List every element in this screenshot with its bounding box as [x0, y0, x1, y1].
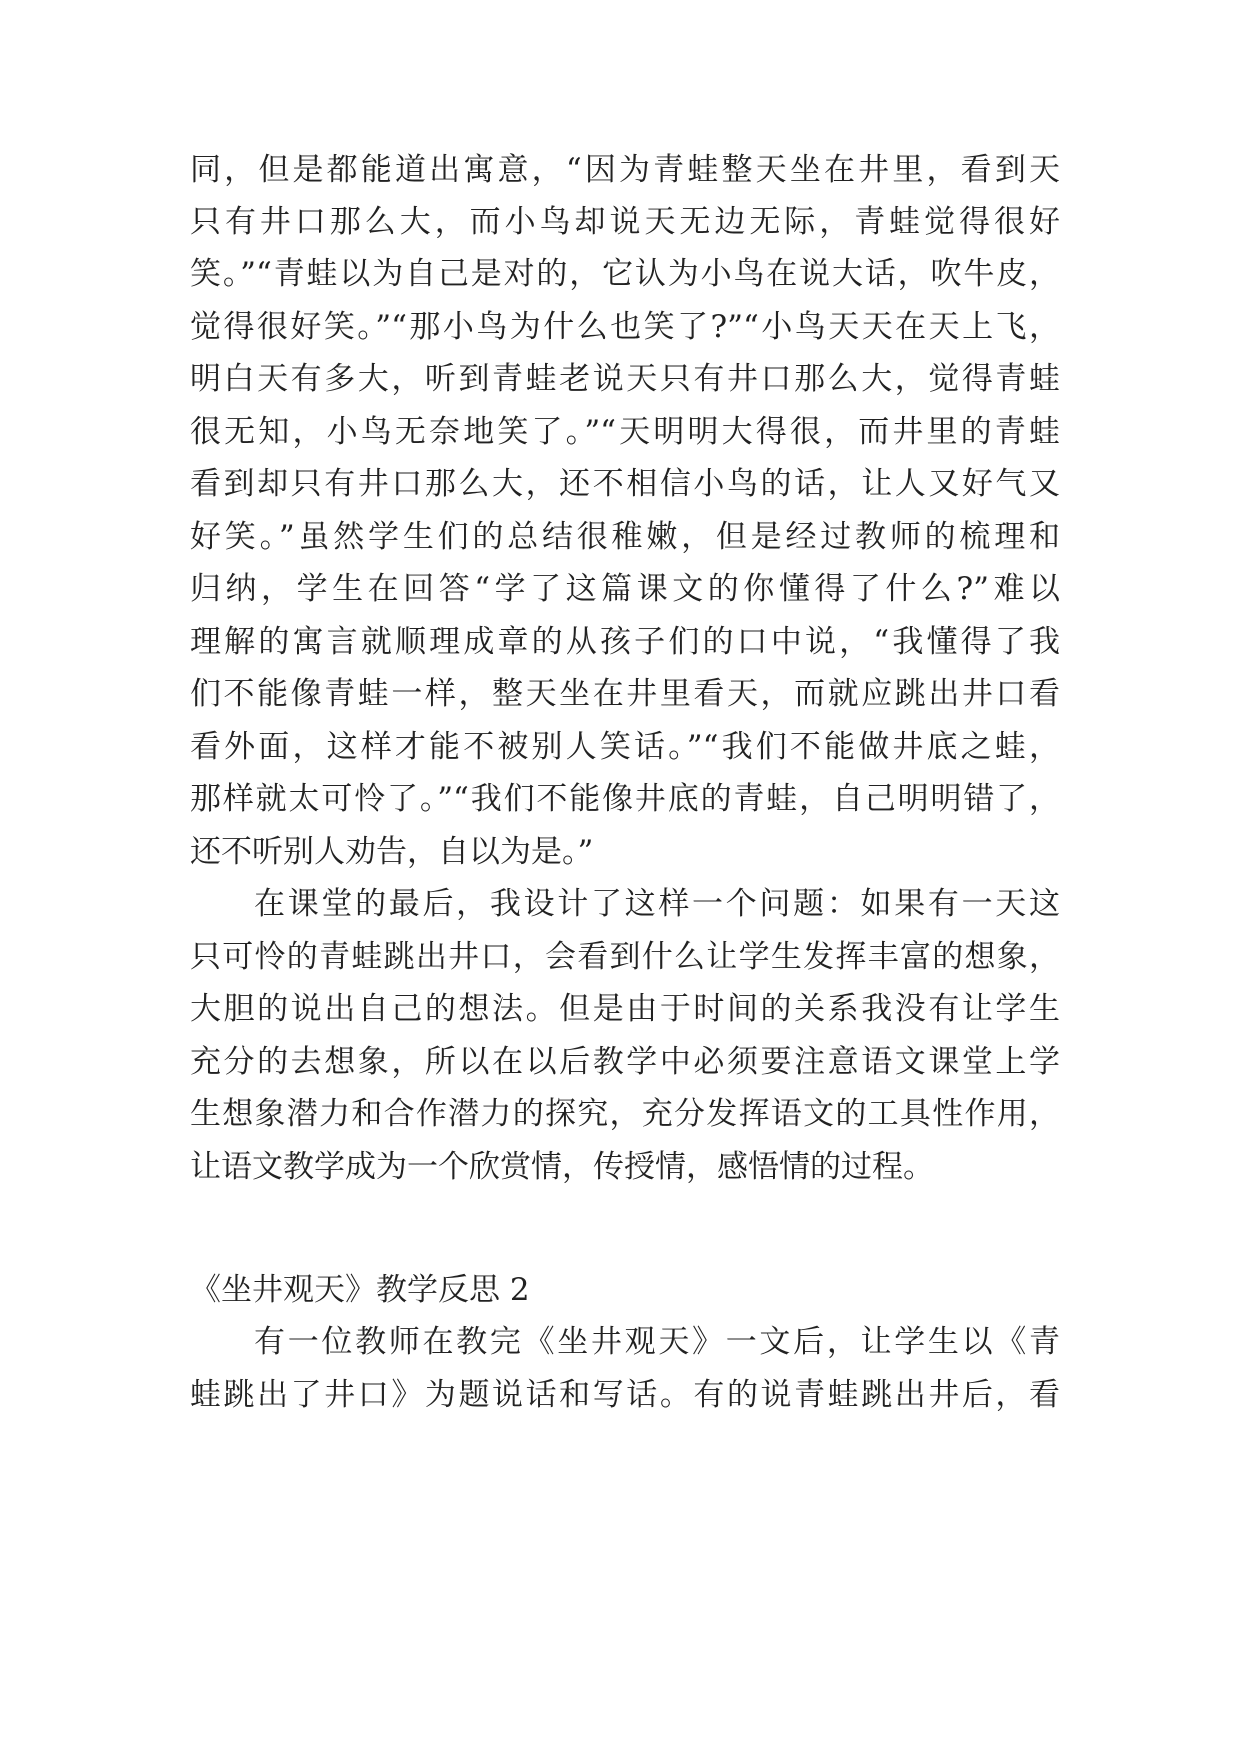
paragraph-2-line-1: 在课堂的最后，我设计了这样一个问题：如果有一天这: [254, 886, 1060, 922]
paragraph-1-line-13: 那样就太可怜了。”“我们不能像井底的青蛙，自己明明错了，: [190, 781, 1060, 817]
paragraph-2-line-5: 生想象潜力和合作潜力的探究，充分发挥语文的工具性作用，: [190, 1096, 1060, 1132]
paragraph-1-line-1: 同，但是都能道出寓意，“因为青蛙整天坐在井里，看到天: [190, 152, 1060, 188]
paragraph-1-line-9: 归纳，学生在回答“学了这篇课文的你懂得了什么?”难以: [190, 571, 1060, 607]
paragraph-2-line-2: 只可怜的青蛙跳出井口，会看到什么让学生发挥丰富的想象，: [190, 939, 1060, 975]
paragraph-3-line-2: 蛙跳出了井口》为题说话和写话。有的说青蛙跳出井后，看: [190, 1377, 1060, 1413]
paragraph-2-line-6: 让语文教学成为一个欣赏情，传授情，感悟情的过程。: [190, 1149, 934, 1185]
paragraph-1-line-8: 好笑。”虽然学生们的总结很稚嫩，但是经过教师的梳理和: [190, 519, 1060, 555]
section-title: 《坐井观天》教学反思 2: [190, 1272, 530, 1308]
paragraph-1-line-3: 笑。”“青蛙以为自己是对的，它认为小鸟在说大话，吹牛皮，: [190, 256, 1060, 292]
paragraph-1-line-4: 觉得很好笑。”“那小鸟为什么也笑了?”“小鸟天天在天上飞，: [190, 309, 1060, 345]
paragraph-1-line-14: 还不听别人劝告，自以为是。”: [190, 834, 594, 870]
paragraph-1-line-2: 只有井口那么大，而小鸟却说天无边无际，青蛙觉得很好: [190, 204, 1060, 240]
paragraph-2-line-4: 充分的去想象，所以在以后教学中必须要注意语文课堂上学: [190, 1044, 1060, 1080]
paragraph-1-line-5: 明白天有多大，听到青蛙老说天只有井口那么大，觉得青蛙: [190, 361, 1060, 397]
paragraph-1-line-12: 看外面，这样才能不被别人笑话。”“我们不能做井底之蛙，: [190, 729, 1060, 765]
paragraph-2-line-3: 大胆的说出自己的想法。但是由于时间的关系我没有让学生: [190, 991, 1060, 1027]
paragraph-1-line-11: 们不能像青蛙一样，整天坐在井里看天，而就应跳出井口看: [190, 676, 1060, 712]
paragraph-3-line-1: 有一位教师在教完《坐井观天》一文后，让学生以《青: [254, 1324, 1060, 1360]
paragraph-1-line-10: 理解的寓言就顺理成章的从孩子们的口中说，“我懂得了我: [190, 624, 1060, 660]
paragraph-1-line-6: 很无知，小鸟无奈地笑了。”“天明明大得很，而井里的青蛙: [190, 414, 1060, 450]
paragraph-1-line-7: 看到却只有井口那么大，还不相信小鸟的话，让人又好气又: [190, 466, 1060, 502]
